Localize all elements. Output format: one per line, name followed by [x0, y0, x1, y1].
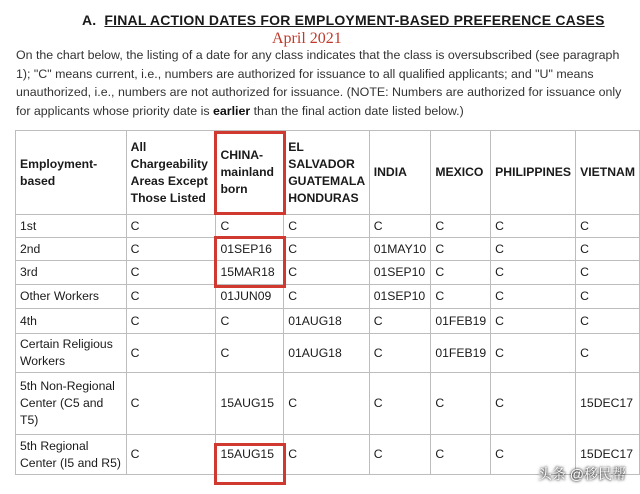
- table-cell: C: [284, 285, 370, 309]
- table-header-row: [16, 131, 640, 215]
- row-label: 3rd: [16, 261, 127, 285]
- section-letter: A.: [82, 12, 97, 28]
- table-cell: C: [284, 238, 370, 261]
- table-cell: C: [216, 215, 284, 238]
- table-cell: C: [491, 238, 576, 261]
- table-cell: 01AUG18: [284, 334, 370, 373]
- column-header: Employment-based: [16, 131, 127, 215]
- column-header: PHILIPPINES: [491, 131, 576, 215]
- table-cell: C: [431, 373, 491, 435]
- table-cell: 01FEB19: [431, 334, 491, 373]
- table-cell: C: [369, 334, 431, 373]
- table-cell: C: [491, 373, 576, 435]
- table-cell: C: [491, 309, 576, 334]
- column-header: EL SALVADOR GUATEMALA HONDURAS: [284, 131, 370, 215]
- final-action-dates-table: [15, 130, 640, 475]
- table-cell: C: [126, 309, 216, 334]
- table-row: [16, 215, 640, 238]
- table-cell: 01JUN09: [216, 285, 284, 309]
- table-cell: C: [369, 309, 431, 334]
- table-cell: C: [284, 435, 370, 475]
- intro-paragraph: [16, 46, 628, 120]
- table-row: [16, 285, 640, 309]
- column-header: INDIA: [369, 131, 431, 215]
- table-row: [16, 238, 640, 261]
- row-label: 5th Non-Regional Center (C5 and T5): [16, 373, 127, 435]
- table-cell: C: [126, 435, 216, 475]
- intro-text-2: than the final action date listed below.): [250, 103, 464, 118]
- table-row: [16, 261, 640, 285]
- table-cell: C: [126, 334, 216, 373]
- table-cell: C: [431, 435, 491, 475]
- table-cell: C: [431, 238, 491, 261]
- table-cell: 01SEP16: [216, 238, 284, 261]
- table-cell: 01MAY10: [369, 238, 431, 261]
- table-row: [16, 373, 640, 435]
- column-header: CHINA-mainland born: [216, 131, 284, 215]
- table-cell: C: [431, 261, 491, 285]
- column-header: All Chargeability Areas Except Those Listed: [126, 131, 216, 215]
- table-cell: C: [491, 261, 576, 285]
- table-cell: C: [491, 285, 576, 309]
- table-cell: C: [126, 261, 216, 285]
- table-cell: C: [284, 261, 370, 285]
- intro-text-1: On the chart below, the listing of a date for any class indicates that the class is oversubscribed (see paragraph 1); "C" means current, i.e., numbers are authorized for issuance to all qualified applicants; and "U" means unauthorized, i.e., numbers are not authorized for issuance. (NOTE: Numbers are authorized for issuance only for applicants whose priority date is: [16, 48, 622, 118]
- table-row: [16, 309, 640, 334]
- table-cell: C: [491, 215, 576, 238]
- table-row: [16, 334, 640, 373]
- table-cell: C: [126, 215, 216, 238]
- table-cell: 15DEC17: [576, 373, 640, 435]
- table-cell: 01AUG18: [284, 309, 370, 334]
- table-cell: 15DEC17: [576, 435, 640, 475]
- table-cell: C: [126, 373, 216, 435]
- column-header: MEXICO: [431, 131, 491, 215]
- table-cell: C: [576, 215, 640, 238]
- table-cell: C: [369, 215, 431, 238]
- row-label: 5th Regional Center (I5 and R5): [16, 435, 127, 475]
- table-cell: C: [369, 373, 431, 435]
- section-title: FINAL ACTION DATES FOR EMPLOYMENT-BASED PREFERENCE CASES: [104, 12, 605, 28]
- table-cell: C: [576, 261, 640, 285]
- row-label: 1st: [16, 215, 127, 238]
- table-cell: C: [216, 309, 284, 334]
- table-cell: C: [576, 334, 640, 373]
- table-cell: C: [126, 285, 216, 309]
- table-cell: C: [491, 435, 576, 475]
- table-cell: 15MAR18: [216, 261, 284, 285]
- row-label: 2nd: [16, 238, 127, 261]
- table-cell: C: [216, 334, 284, 373]
- column-header: VIETNAM: [576, 131, 640, 215]
- row-label: Other Workers: [16, 285, 127, 309]
- table-cell: 15AUG15: [216, 435, 284, 475]
- table-cell: 01FEB19: [431, 309, 491, 334]
- table-cell: 15AUG15: [216, 373, 284, 435]
- table-cell: C: [369, 435, 431, 475]
- table-cell: 01SEP10: [369, 261, 431, 285]
- table-cell: C: [431, 215, 491, 238]
- table-cell: 01SEP10: [369, 285, 431, 309]
- table-cell: C: [576, 309, 640, 334]
- table-cell: C: [576, 238, 640, 261]
- watermark: 头条 @移民帮: [537, 466, 626, 482]
- intro-bold-word: earlier: [212, 103, 251, 118]
- table-cell: C: [284, 373, 370, 435]
- table-cell: C: [491, 334, 576, 373]
- bulletin-month-label: April 2021: [272, 30, 342, 47]
- row-label: 4th: [16, 309, 127, 334]
- table-cell: C: [431, 285, 491, 309]
- row-label: Certain Religious Workers: [16, 334, 127, 373]
- table-cell: C: [126, 238, 216, 261]
- section-heading: [82, 12, 605, 28]
- table-cell: C: [576, 285, 640, 309]
- table-cell: C: [284, 215, 370, 238]
